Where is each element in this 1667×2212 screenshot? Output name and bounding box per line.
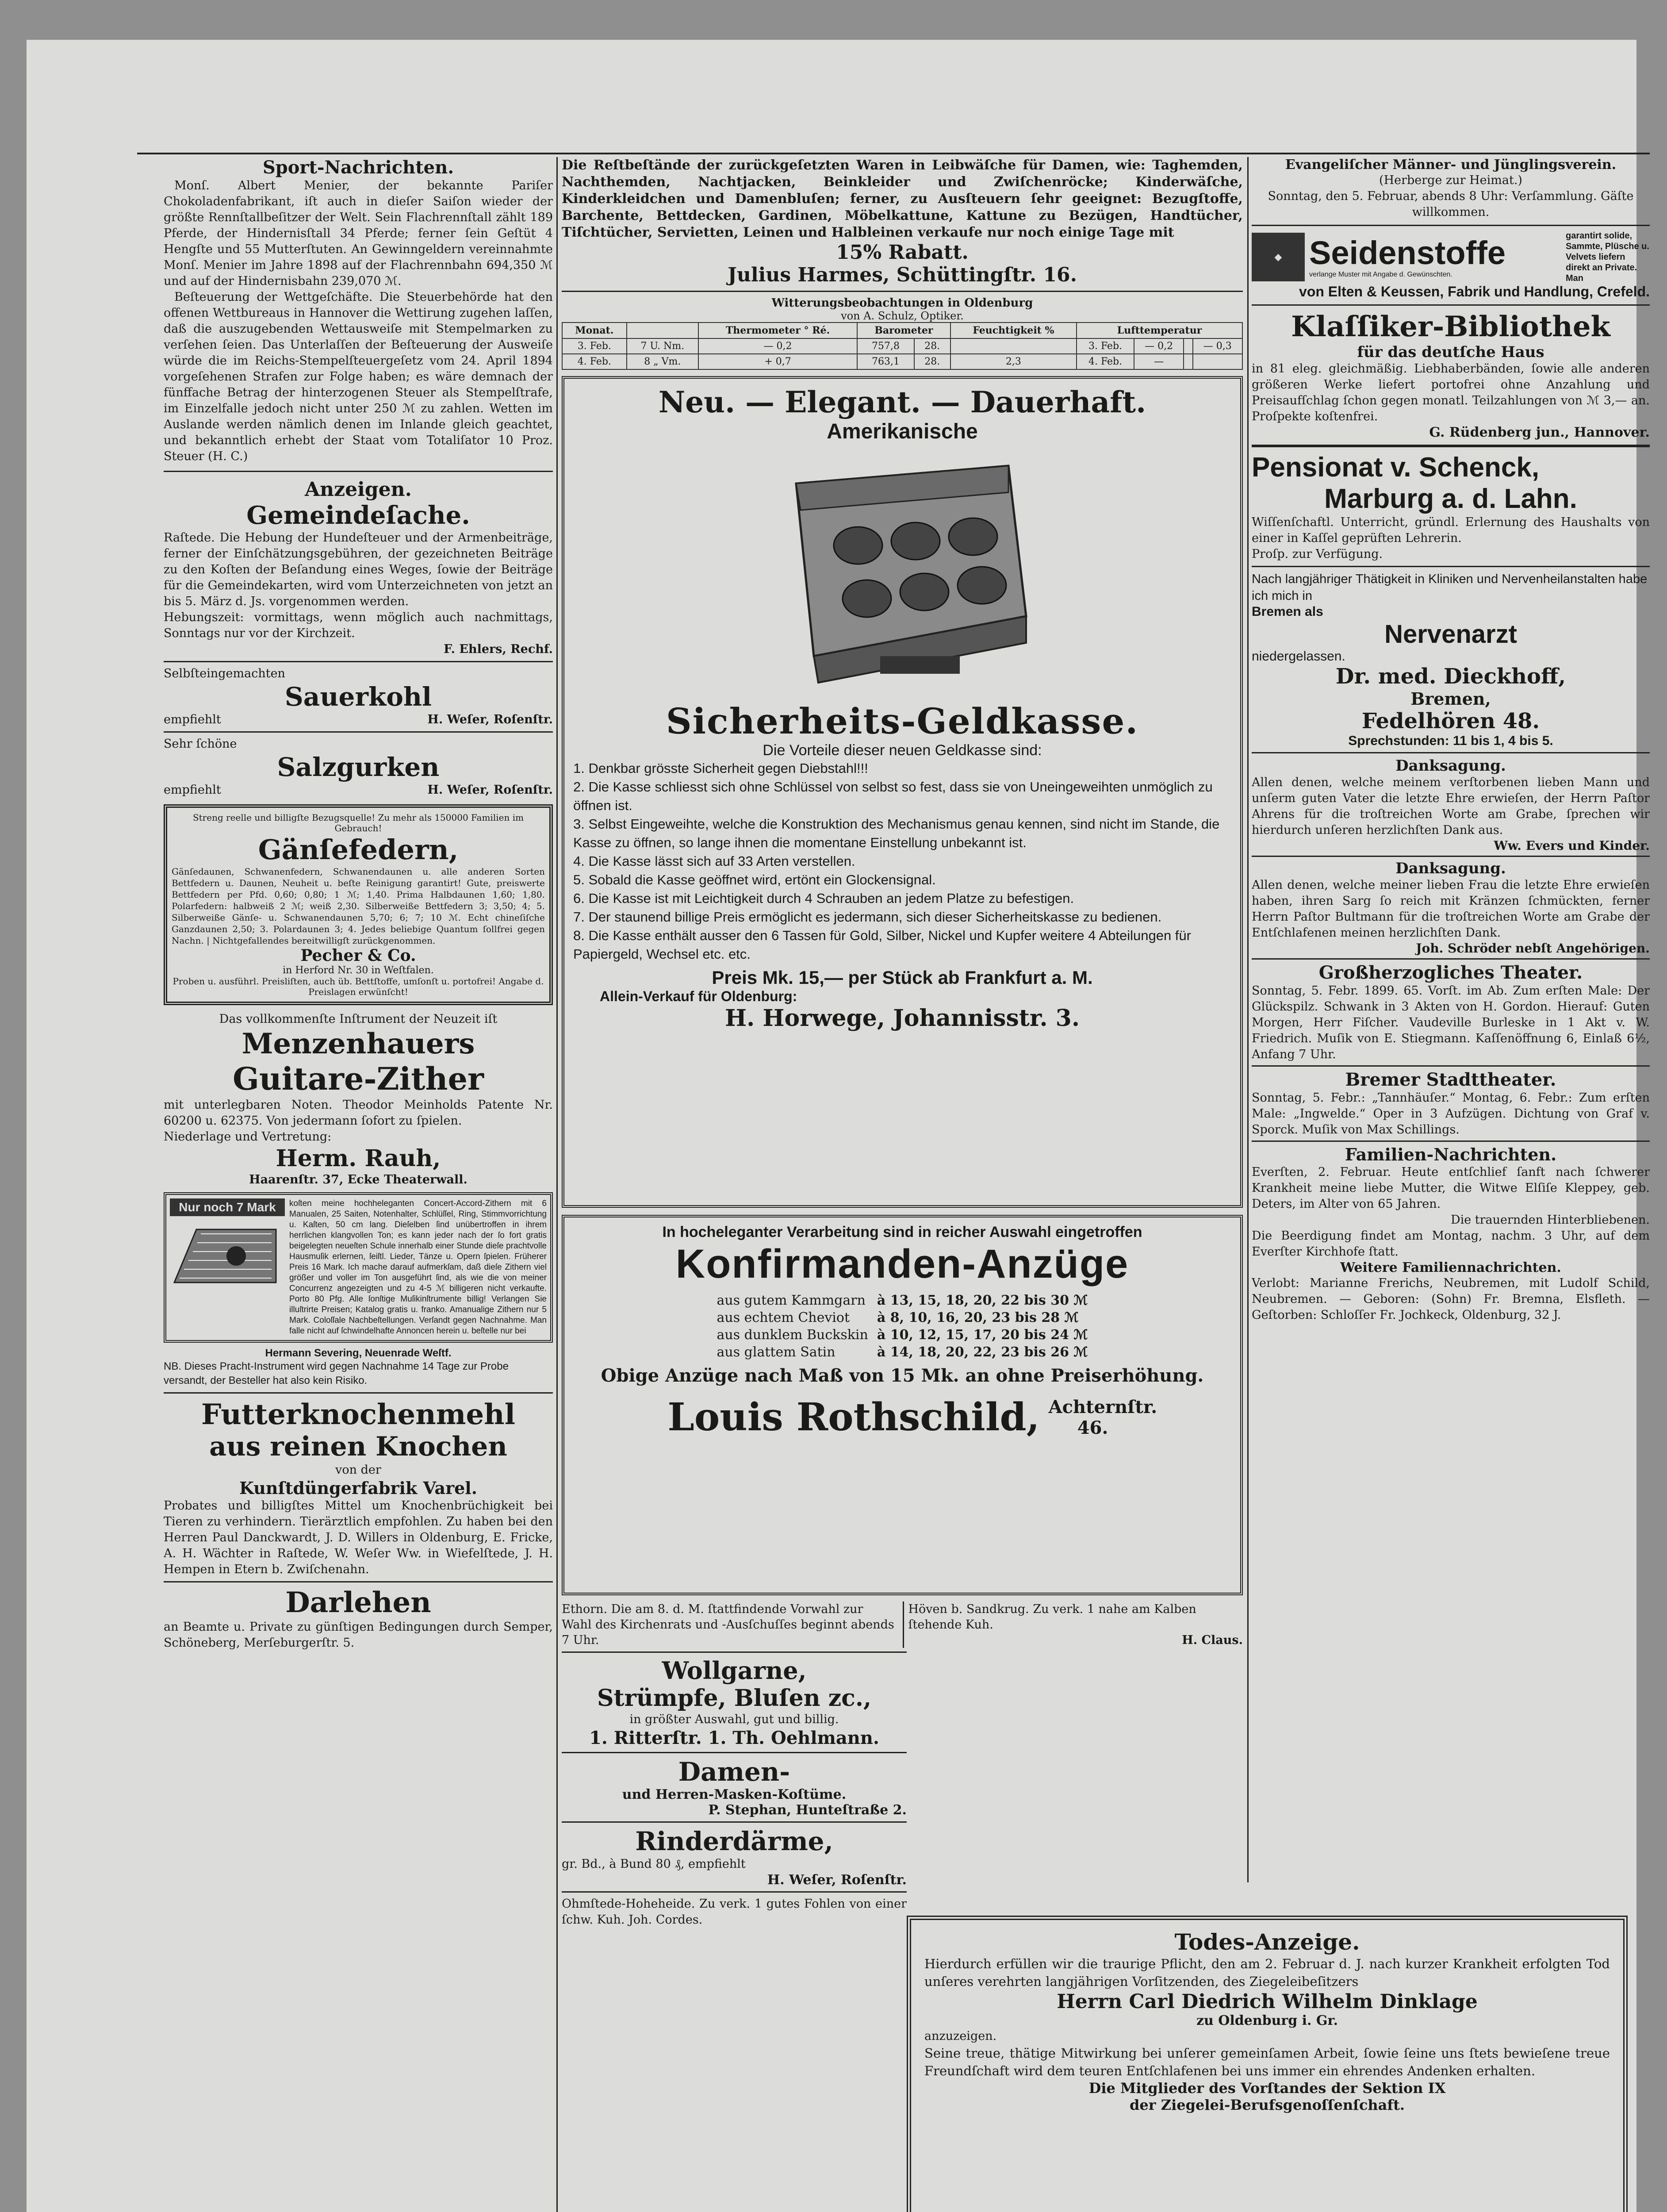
konf-note: Obige Anzüge nach Maß von 15 Mk. an ohne Preiserhöhung. [601,1365,1204,1386]
arzt-addr: Fedelhören 48. [1361,709,1540,733]
wx-h-therm: Thermometer ° Ré. [698,323,857,338]
column-rule [1247,157,1249,1882]
wetter-sub: von A. Schulz, Optiker. [841,310,964,322]
salz-pre: Sehr ſchöne [164,737,237,751]
gaense-text: Gänſedaunen, Schwanenfedern, Schwanendaunen u. alle anderen Sorten Bettfedern u. Daunen, Neuheit u. beſte Reinigung garantirt! Gute, preiswerte Bettfedern per Pfd. 0,60; 0,80; 1 ℳ; 1,40. Prima Halbdaunen 1,60; 1,80. Polarfedern: halbweiß 2 ℳ; weiß 2,30. Silberweiße Bettfedern 3; 3,50; 4; 5. Silberweiße Gänſe- u. Schwanendaunen 5,70; 6; 7; 10 ℳ. Echt chineſiſche Ganzdaunen 2,50; 3. Polardaunen 3; 4. Jedes beliebige Quantum ſollfrei gegen Nachn. | Nichtgefallendes bereitwilligſt zurückgenommen. [172,866,545,946]
harmes-rabatt: 15% Rabatt. [836,241,969,264]
wx-cell [1184,354,1192,369]
pension-title1: Pensionat v. Schenck, [1252,452,1540,483]
konf-fabric: aus gutem Kammgarn [717,1293,866,1308]
futter-firm: Kunſtdüngerfabrik Varel. [239,1478,477,1498]
sport-title: Sport-Nachrichten. [262,157,454,178]
guitar-addr: Haarenſtr. 37, Ecke Theaterwall. [249,1173,468,1187]
divider [1252,566,1650,567]
accord-ad [164,1192,553,1343]
guitar-dealer: Niederlage und Vertretung: [164,1130,332,1144]
hoeven-sign: H. Claus. [1182,1633,1243,1647]
todes-text2: Seine treue, thätige Mitwirkung bei unſerer gemeinſamen Arbeit, ſowie ſeine uns ſtets bewieſene treue Freundſchaft wird dem teuren Entſchlafenen bei uns immer ein ehrendes Andenken erhalten. [924,2046,1610,2078]
dank2-title: Danksagung. [1395,860,1506,877]
wx-cell: — 0,2 [698,338,857,354]
arzt-hours: Sprechstunden: 11 bis 1, 4 bis 5. [1348,733,1553,748]
gaense-firm: Pecher & Co. [300,946,416,965]
wx-cell: 763,1 [857,354,914,369]
wx-h-monat: Monat. [562,323,627,338]
damen-firm: P. Stephan, Hunteſtraße 2. [708,1802,907,1818]
divider [164,1581,553,1582]
kasse-sub: Amerikanische [827,420,978,443]
wx-cell: — [1134,354,1184,369]
wx-h-time [627,323,698,338]
konf-prices: à 14, 18, 20, 22, 23 bis 26 ℳ [877,1344,1088,1360]
familie-burial: Die Beerdigung findet am Montag, nachm. 3 Uhr, auf dem Everſter Kirchhofe ſtatt. [1252,1229,1650,1259]
wx-cell [950,338,1077,354]
familie-title: Familien-Nachrichten. [1345,1144,1557,1164]
gaense-ad [164,804,553,1005]
guitar-text: mit unterlegbaren Noten. Theodor Meinholds Patente Nr. 60200 u. 62375. Von jedermann ſofort zu ſpielen. [164,1098,553,1128]
salz-title: Salzgurken [277,752,440,782]
divider [164,731,553,733]
todes-title: Todes-Anzeige. [1174,1929,1360,1955]
darlehen-title: Darlehen [285,1586,431,1619]
arzt-pre: Nach langjähriger Thätigkeit in Kliniken und Nervenheilanstalten habe ich mich in [1252,572,1648,603]
gaense-place: in Herford Nr. 30 in Weſtfalen. [283,965,434,976]
woll-title1: Wollgarne, [662,1656,807,1685]
seide-logo-icon: ◆ [1252,233,1305,281]
konf-price-table [713,1292,1092,1361]
verein-sub: (Herberge zur Heimat.) [1379,173,1522,187]
column-1 [164,157,553,2212]
todes-text: Hierdurch erfüllen wir die traurige Pflicht, den am 2. Februar d. J. nach kurzer Krankheit erfolgten Tod unſeres verehrten langjährigen Vorſitzenden, des Ziegeleibeſitzers [924,1956,1610,1989]
klassiker-text: in 81 eleg. gleichmäßig. Liebhaberbänden, ſowie alle anderen größeren Werke liefert portofrei ohne Anzahlung und Preisaufſchlag ſchon gegen monatl. Teilzahlungen von ℳ 3,— an. Proſpekte koſtenfrei. [1252,362,1650,423]
dank1-title: Danksagung. [1395,757,1506,775]
klassiker-firm: G. Rüdenberg jun., Hannover. [1429,425,1650,440]
stadt-text: Sonntag, 5. Febr.: „Tannhäuſer.“ Montag, 6. Febr.: Zum erſten Male: „Ingwelde.“ Oper in 3 Aufzügen. Dichtung von Graf v. Sporck. Muſik von Max Schillings. [1252,1091,1650,1137]
guitar-title2: Guitare-Zither [233,1060,484,1097]
arzt-title: Nervenarzt [1384,620,1517,649]
divider [1252,304,1650,306]
sport-p2: Beſteuerung der Wettgeſchäfte. Die Steuerbehörde hat den offenen Wettbureaus in Hannover die Wettirung zugehen laſſen, daß die auszugebenden Wettausweiſe mit Stempelmarken zu verſehen ſeien. Das Unterlaſſen der Beſteuerung der Ausweiſe würde die im Reichs-Stempelſteuergeſetz vom 24. April 1894 vorgeſehenen Strafen zur Folge haben; es wäre demnach der fünffache Betrag der hinterzogenen Steuer als Stempelſtrafe, im Einzelfalle jedoch nicht unter 250 ℳ zu zahlen. Wetten im Auslande werden nämlich denen im Inlande gleich geachtet, und bekanntlich erhebt der Staat vom Totaliſator 10 Proz. Steuer (H. C.) [164,290,553,463]
kasse-firm: H. Horwege, Johannisstr. 3. [725,1005,1080,1032]
wx-h-luft: Lufttemperatur [1077,323,1242,338]
ohm-notice: Ohmſtede-Hoheheide. Zu verk. 1 gutes Fohlen von einer ſchw. Kuh. Joh. Cordes. [562,1897,907,1927]
dank1-text: Allen denen, welche meinem verſtorbenen lieben Mann und unſerm guten Vater die letzte Ehre erwieſen, der Herrn Paſtor Ahrens für die troſtreichen Worte am Grabe, ſprechen wir hierdurch unſeren herzlichſten Dank aus. [1252,776,1650,837]
wx-h-feucht: Feuchtigkeit % [950,323,1077,338]
wx-cell: 8 „ Vm. [627,354,698,369]
arzt-city2: Bremen, [1410,689,1491,709]
rinder-firm: H. Weſer, Roſenſtr. [767,1872,907,1888]
kasse-top: Neu. — Elegant. — Dauerhaft. [658,385,1146,419]
anzeigen-heading: Anzeigen. [305,478,412,501]
futter-title1: Futterknochenmehl [201,1398,515,1431]
dank2-text: Allen denen, welche meiner lieben Frau die letzte Ehre erwieſen haben, ihren Sarg ſo reich mit Kränzen ſchmückten, ferner Herrn Paſtor Bultmann für die troſtreichen Worte am Grabe der Entſchlafenen meinen herzlichſten Dank. [1252,878,1650,940]
column-rule [556,157,558,2212]
seide-title: Seidenstoffe [1309,234,1506,271]
wx-cell: 28. [914,338,950,354]
wx-cell [1184,338,1192,354]
wx-cell: — 0,3 [1193,338,1242,354]
arzt-name: Dr. med. Dieckhoff, [1335,664,1566,689]
konf-fabric: aus glattem Satin [717,1344,835,1360]
familie-more: Verlobt: Marianne Frerichs, Neubremen, mit Ludolf Schild, Neubremen. — Geboren: (Sohn) Fr. Bremna, Elsfleth. — Geſtorben: Schloſſer Fr. Jochkeck, Oldenburg, 32 J. [1252,1276,1650,1322]
salz-right: H. Weſer, Roſenſtr. [427,783,553,797]
dank1-sign: Ww. Evers und Kinder. [1494,838,1650,853]
divider [1252,445,1650,447]
hoeven-text: Höven b. Sandkrug. Zu verk. 1 nahe am Kalben ſtehende Kuh. [908,1602,1196,1632]
sauer-right: H. Weſer, Roſenſtr. [427,713,553,726]
konf-prices: à 13, 15, 18, 20, 22 bis 30 ℳ [877,1293,1088,1308]
divider [1252,856,1650,857]
konf-prices: à 10, 12, 15, 17, 20 bis 24 ℳ [877,1327,1088,1343]
salz-left: empfiehlt [164,783,221,797]
kasse-item: 7. Der staunend billige Preis ermöglicht es jedermann, sich dieser Sicherheitskasse zu bedienen. [573,909,1162,925]
konf-prices: à 8, 10, 16, 20, 23 bis 28 ℳ [877,1310,1079,1325]
konf-firm: Louis Rothschild, [667,1395,1040,1440]
kasse-item: 2. Die Kasse schliesst sich ohne Schlüssel von selbst so fest, dass sie von Uneingeweihten unmöglich zu öffnen ist. [573,779,1213,813]
kasse-item: 3. Selbst Eingeweihte, welche die Konstruktion des Mechanismus genau kennen, sind nicht im Stande, die Kasse zu öffnen, so lange ihnen die momentane Einstellung unbekannt ist. [573,816,1220,850]
verein-title: Evangeliſcher Männer- und Jünglingsverein. [1285,157,1617,173]
kasse-allein: Allein-Verkauf für Oldenburg: [600,988,797,1004]
klassiker-title: Klaſſiker-Bibliothek [1291,310,1610,343]
familie-text: Everſten, 2. Februar. Heute entſchlief ſanft nach ſchwerer Krankheit meine liebe Mutter, die Witwe Elſiſe Kleppey, geb. Deters, im Alter von 65 Jahren. [1252,1165,1650,1211]
damen-title: Damen- [678,1757,790,1787]
wx-cell: 28. [914,354,950,369]
todes-sign1: Die Mitglieder des Vorſtandes der Sektion IX [1088,2080,1446,2097]
gemeinde-title: Gemeindeſache. [246,501,470,530]
todes-anzeige [907,1916,1628,2212]
sauer-title: Sauerkohl [284,682,432,712]
top-rule [137,153,1650,154]
accord-firm: Hermann Severing, Neuenrade Weſtf. [265,1347,452,1359]
kasse-item: 5. Sobald die Kasse geöffnet wird, ertönt ein Glockensignal. [573,872,936,887]
divider [562,1821,907,1823]
seide-ad [1252,230,1650,284]
cashbox-illustration [770,448,1035,696]
todes-sign2: der Ziegelei-Berufsgenoſſenſchaft. [1129,2097,1405,2113]
kasse-item: 1. Denkbar grösste Sicherheit gegen Diebstahl!!! [573,760,868,776]
seide-firm: von Elten & Keussen, Fabrik und Handlung, Crefeld. [1299,284,1650,300]
wetter-title: Witterungsbeobachtungen in Oldenburg [771,296,1033,310]
guitar-pre: Das vollkommenſte Inſtrument der Neuzeit iſt [219,1012,498,1026]
seide-right: garantirt solide, Sammte, Plüsche u. Velvets liefern direkt an Private. Man [1566,231,1649,283]
familie-sign: Die trauernden Hinterbliebenen. [1450,1213,1650,1227]
konf-fabric: aus echtem Cheviot [717,1310,850,1325]
gaense-top: Streng reelle und billigſte Bezugsquelle! Zu mehr als 150000 Familien im Gebrauch! [192,812,524,833]
futter-title2: aus reinen Knochen [209,1431,507,1462]
kasse-item: 4. Die Kasse lässt sich auf 33 Arten verstellen. [573,853,855,869]
wx-h-baro: Barometer [857,323,950,338]
wx-cell: 7 U. Nm. [627,338,698,354]
divider [164,661,553,662]
wx-cell: — 0,2 [1134,338,1184,354]
todes-name: Herrn Carl Diedrich Wilhelm Dinklage [1057,1990,1478,2013]
kasse-title: Sicherheits-Geldkasse. [666,700,1139,742]
geldkasse-ad [562,376,1243,1208]
harmes-text: Die Reſtbeſtände der zurückgeſetzten Waren in Leibwäſche für Damen, wie: Taghemden, Nachthemden, Nachtjacken, Beinkleider und Zwiſchenröcke; Kinderwäſche, Kinderkleidchen und Damenbluſen; ferner, zu Ausſteuern ſehr geeignet: Bezugſtoffe, Barchente, Bettdecken, Gardinen, Möbelkattune, Kattune zu Bezügen, Handtücher, Tiſchtücher, Servietten, Leinen und Halbleinen verkaufe nur noch einige Tage mit [562,157,1243,240]
divider [562,1891,907,1893]
pension-text: Wiſſenſchaftl. Unterricht, gründl. Erlernung des Haushalts von einer in Kaſſel geprüften Lehrerin. [1252,515,1650,545]
kasse-item: 6. Die Kasse ist mit Leichtigkeit durch 4 Schrauben an jedem Platze zu befestigen. [573,891,1074,906]
column-3 [1252,157,1650,1905]
todes-anz: anzuzeigen. [924,2029,997,2043]
ethorn-notice: Ethorn. Die am 8. d. M. ſtattfindende Vorwahl zur Wahl des Kirchenrats und -Ausſchuſſes beginnt abends 7 Uhr. [562,1602,894,1647]
zither-illustration [170,1216,280,1291]
kasse-intro: Die Vorteile dieser neuen Geldkasse sind: [763,742,1042,759]
gemeinde-text: Raſtede. Die Hebung der Hundeſteuer und der Armenbeiträge, ferner der Einſchätzungsgebühren, der gezeichneten Beiträge zu den Koſten der Beſandung eines Weges, ſowie der Beiträge für die Gemeindekarten, wird vom Unterzeichneten von jetzt an bis 5. März d. Js. vorgenommen werden. [164,531,553,608]
divider [562,1752,907,1753]
sauer-pre: Selbſteingemachten [164,667,285,680]
harmes-firm: Julius Harmes, Schüttingſtr. 16. [728,264,1077,286]
divider [562,1651,907,1653]
weather-table [562,322,1243,370]
konf-addr: Achternſtr. 46. [1048,1396,1157,1438]
kasse-list [573,759,1231,964]
wx-cell: 4. Feb. [562,354,627,369]
guitar-firm: Herm. Rauh, [276,1145,441,1172]
accord-head: Nur noch 7 Mark [170,1198,285,1216]
accord-nb: NB. Dieses Pracht-Instrument wird gegen Nachnahme 14 Tage zur Probe versandt, der Besteller hat also kein Risiko. [164,1360,509,1386]
divider [1252,1065,1650,1067]
guitar-title1: Menzenhauers [241,1027,475,1060]
accord-text: koſten meine hochheleganten Concert-Accord-Zithern mit 6 Manualen, 25 Saiten, Notenhalter, Schlüſſel, Ring, Stimmvorrichtung u. Kaſten, 50 cm lang. Dieſelben ſind unübertroffen in ihrem herrlichen klangvollen Ton; es kann jeder nach der ſo fort gratis beigelegten neueſten Schule innerhalb einer Stunde dieſe prachtvolle Hausmuſik erlernen, ſeiſtl. Lieder, Tänze u. Opern ſpielen. Früherer Preis 16 Mark. Ich mache darauf aufmerkſam, daß dieſe Zithern viel größer und voller im Ton ausgeführt ſind, als wie die von meiner Concurrenz angezeigten und zu 4-5 ℳ billigeren nicht verkaufte. Porto 80 Pfg. Alle ſonſtige Muſikinſtrumente billig! Verlangen Sie illuſtrirte Preisen; Katalog gratis u. franko. Amanualige Zithern nur 5 Mark. Coloſſale Nachbeſtellungen. Verſandt gegen Nachnahme. Man falle nicht auf ſchwindelhafte Annoncen herein u. beſtelle nur bei [289,1199,547,1336]
theater-title: Großherzogliches Theater. [1318,962,1583,983]
darlehen-text: an Beamte u. Private zu günſtigen Bedingungen durch Semper, Schöneberg, Merſeburgerſtr. 5. [164,1620,553,1650]
wx-cell: 3. Feb. [562,338,627,354]
rinder-title: Rinderdärme, [635,1826,833,1856]
divider [1252,225,1650,226]
kasse-item: 8. Die Kasse enthält ausser den 6 Tassen für Gold, Silber, Nickel und Kupfer weitere 4 Abteilungen für Papiergeld, Wechsel etc. etc. [573,928,1191,962]
stadt-title: Bremer Stadttheater. [1345,1069,1556,1090]
verein-text: Sonntag, den 5. Februar, abends 8 Uhr: Verſammlung. Gäſte willkommen. [1268,189,1634,219]
gemeinde-sign: F. Ehlers, Rechf. [444,642,553,656]
pension-title2: Marburg a. d. Lahn. [1324,484,1577,514]
woll-firm: 1. Ritterſtr. 1. Th. Oehlmann. [589,1728,879,1748]
wx-cell: 757,8 [857,338,914,354]
wx-cell: 4. Feb. [1077,354,1134,369]
kasse-price: Preis Mk. 15,— per Stück ab Frankfurt a. M. [712,967,1093,988]
wx-cell: 2,3 [950,354,1077,369]
gaense-foot: Proben u. ausführl. Preisliſten, auch üb. Bettſtoffe, umſonſt u. portofrei! Angabe d. Preislagen erwünſcht! [172,976,544,997]
todes-place: zu Oldenburg i. Gr. [1196,2013,1338,2028]
arzt-city: Bremen als [1252,604,1323,619]
klassiker-sub: für das deutſche Haus [1357,343,1544,361]
rinder-text: gr. Bd., à Bund 80 ₰, empfiehlt [562,1857,746,1871]
dank2-sign: Joh. Schröder nebſt Angehörigen. [1416,941,1650,956]
divider [1252,958,1650,960]
futter-von: von der [335,1463,381,1477]
konf-top: In hocheleganter Verarbeitung sind in reicher Auswahl eingetroffen [662,1224,1142,1240]
divider [1252,752,1650,753]
woll-text: in größter Auswahl, gut und billig. [629,1713,839,1726]
wx-cell: 3. Feb. [1077,338,1134,354]
pension-prosp: Proſp. zur Verfügung. [1252,547,1383,561]
divider [164,471,553,472]
column-2 [562,157,1243,2212]
sauer-left: empfiehlt [164,713,221,726]
futter-text: Probates und billigſtes Mittel um Knochenbrüchigkeit bei Tieren zu verhindern. Tierärztlich empfohlen. Zu haben bei den Herren Paul Danckwardt, J. D. Willers in Oldenburg, E. Fricke, A. H. Wächter in Raſtede, W. Weſer Ww. in Wiefelſtede, J. H. Hempen in Etern b. Zwiſchenahn. [164,1499,553,1576]
wx-cell: + 0,7 [698,354,857,369]
newspaper-page [27,40,1650,2212]
theater-text: Sonntag, 5. Febr. 1899. 65. Vorſt. im Ab. Zum erſten Male: Der Glückspilz. Schwank in 3 Akten von H. Gordon. Hierauf: Guten Morgen, Herr Fiſcher. Vaudeville Burleske in 1 Akt v. W. Friedrich. Muſik von E. Stiegmann. Kaſſenöffnung 6, Einlaß 6½, Anfang 7 Uhr. [1252,984,1650,1061]
wx-cell [1193,354,1242,369]
damen-sub: und Herren-Masken-Koſtüme. [622,1787,847,1802]
arzt-nied: niedergelassen. [1252,649,1345,664]
gaense-title: Gänſefedern, [258,833,459,866]
konfirmanden-ad [562,1215,1243,1595]
konf-fabric: aus dunklem Buckskin [717,1327,868,1343]
woll-title2: Strümpfe, Bluſen zc., [597,1685,872,1712]
familie-weitere: Weitere Familiennachrichten. [1340,1260,1561,1275]
divider [1252,1141,1650,1142]
sport-p1: Monſ. Albert Menier, der bekannte Pariſer Chokoladenfabrikant, iſt auch in dieſer Saiſon wieder der größte Rennſtallbeſitzer der Welt. Sein Flachrennſtall zählt 189 Pferde, der Hindernisſtall 34 Pferde; ferner ſein Geſtüt 4 Hengſte und 55 Mutterſtuten. An Gewinngeldern vereinnahmte Monſ. Menier im Jahre 1898 auf der Flachrennbahn 694,350 ℳ und auf der Hindernisbahn 239,070 ℳ. [164,179,553,288]
seide-left: verlange Muster mit Angabe d. Gewünschten. [1309,271,1452,278]
gemeinde-hours: Hebungszeit: vormittags, wenn möglich auch nachmittags, Sonntags nur vor der Kirchzeit. [164,611,553,640]
konf-title: Konfirmanden-Anzüge [675,1241,1129,1286]
divider [164,1392,553,1394]
divider [562,291,1243,292]
